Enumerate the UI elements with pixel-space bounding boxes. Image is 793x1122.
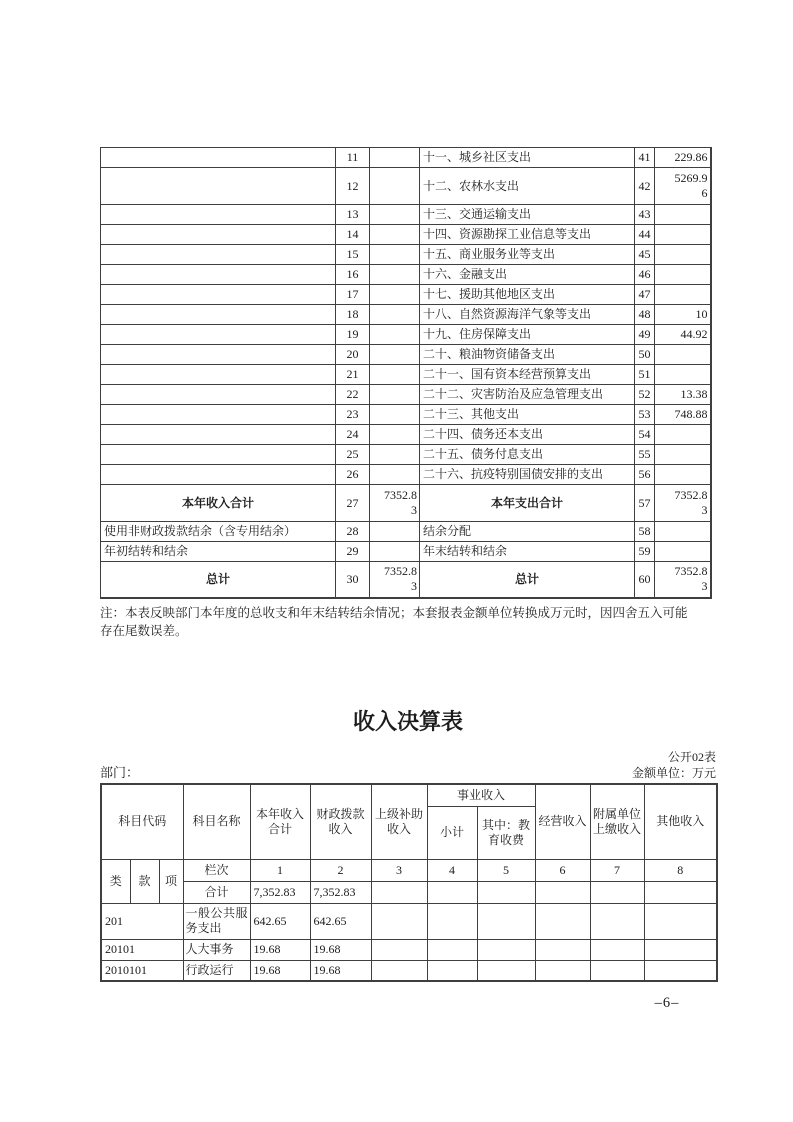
income-amount [370,168,420,205]
amount-cell: 642.65 [250,903,310,939]
header-education-fee: 其中：教育收费 [477,806,535,859]
table-row [101,365,711,385]
table-row [101,148,711,168]
expenditure-amount [655,465,711,485]
income-amount [370,385,420,405]
expenditure-amount [655,245,711,265]
row-number: 18 [336,305,370,325]
income-item-label [101,465,336,485]
column-number: 6 [535,859,590,881]
expenditure-item-label: 十九、住房保障支出 [420,325,635,345]
expenditure-amount [655,542,711,562]
expenditure-amount: 10 [655,305,711,325]
income-amount [370,465,420,485]
income-amount [370,205,420,225]
income-amount: 7352.83 [370,485,420,522]
income-item-label [101,405,336,425]
subject-name-cell: 一般公共服务支出 [183,903,250,939]
expenditure-amount [655,265,711,285]
income-amount [370,325,420,345]
row-number: 53 [635,405,655,425]
column-number: 4 [427,859,477,881]
row-number: 42 [635,168,655,205]
amount-cell [371,881,427,903]
row-number: 26 [336,465,370,485]
amount-cell [371,960,427,981]
income-breakdown-table [100,783,718,982]
amount-cell [371,903,427,939]
row-number: 12 [336,168,370,205]
expenditure-item-label: 二十三、其他支出 [420,405,635,425]
amount-cell [477,939,535,960]
subject-name-cell: 人大事务 [183,939,250,960]
expenditure-amount [655,365,711,385]
table-row [101,385,711,405]
subject-name-cell: 行政运行 [183,960,250,981]
row-number: 16 [336,265,370,285]
expenditure-item-label: 二十四、债务还本支出 [420,425,635,445]
row-number: 30 [336,562,370,598]
header-superior-subsidy: 上级补助收入 [371,784,427,859]
expenditure-amount: 748.88 [655,405,711,425]
income-item-label [101,245,336,265]
amount-cell [427,881,477,903]
expenditure-item-label: 二十五、债务付息支出 [420,445,635,465]
row-number: 21 [336,365,370,385]
unit-label: 金额单位：万元 [631,766,716,780]
income-amount [370,542,420,562]
row-number: 45 [635,245,655,265]
amount-cell [427,960,477,981]
row-number: 60 [635,562,655,598]
row-number: 15 [336,245,370,265]
row-number: 25 [336,445,370,465]
row-number: 14 [336,225,370,245]
amount-cell [535,960,590,981]
expenditure-amount: 44.92 [655,325,711,345]
income-item-label [101,445,336,465]
table-row [101,522,711,542]
expenditure-item-label: 十一、城乡社区支出 [420,148,635,168]
header-business-subtotal: 小计 [427,806,477,859]
expenditure-item-label: 十五、商业服务业等支出 [420,245,635,265]
header-code-section: 款 [130,859,159,903]
data-row [101,960,717,981]
table-row-total-current-year [101,485,711,522]
table-row [101,225,711,245]
row-number: 46 [635,265,655,285]
column-number: 5 [477,859,535,881]
income-item-label [101,345,336,365]
expenditure-item-label: 二十一、国有资本经营预算支出 [420,365,635,385]
table-row [101,285,711,305]
expenditure-amount [655,522,711,542]
amount-cell [590,881,644,903]
row-number: 51 [635,365,655,385]
income-item-label [101,385,336,405]
subject-code-cell: 201 [101,903,183,939]
amount-cell [477,903,535,939]
column-index-row [101,859,717,881]
income-item-label [101,225,336,245]
expenditure-amount [655,345,711,365]
income-amount [370,445,420,465]
income-item-label [101,205,336,225]
row-number: 13 [336,205,370,225]
row-number: 52 [635,385,655,405]
data-row [101,903,717,939]
amount-cell [477,960,535,981]
table-row [101,325,711,345]
table-row [101,205,711,225]
expenditure-amount [655,225,711,245]
row-number: 57 [635,485,655,522]
income-amount [370,405,420,425]
income-amount [370,365,420,385]
income-item-label [101,265,336,285]
income-amount [370,285,420,305]
expenditure-amount: 7352.83 [655,562,711,598]
form-code-label: 公开02表 [667,750,716,764]
amount-cell [535,881,590,903]
row-number: 59 [635,542,655,562]
header-business-income-group: 事业收入 [427,784,535,806]
table-note [100,604,718,640]
row-number: 22 [336,385,370,405]
expenditure-amount: 7352.83 [655,485,711,522]
row-number: 27 [336,485,370,522]
row-number: 23 [336,405,370,425]
column-number: 8 [644,859,717,881]
expenditure-item-label: 二十六、抗疫特别国债安排的支出 [420,465,635,485]
expenditure-amount [655,205,711,225]
data-row [101,939,717,960]
table-row [101,168,711,205]
table-row [101,345,711,365]
table-row [101,305,711,325]
amount-cell [477,881,535,903]
header-subject-name: 科目名称 [183,784,250,859]
expenditure-item-label: 十七、援助其他地区支出 [420,285,635,305]
row-number: 56 [635,465,655,485]
row-number: 11 [336,148,370,168]
header-fiscal-appropriation: 财政拨款收入 [310,784,371,859]
income-amount [370,265,420,285]
header-code-item: 项 [159,859,183,903]
row-number: 19 [336,325,370,345]
row-number: 44 [635,225,655,245]
header-code-class: 类 [101,859,130,903]
amount-cell [427,939,477,960]
column-number: 3 [371,859,427,881]
row-number: 41 [635,148,655,168]
expenditure-item-label: 结余分配 [420,522,635,542]
department-label: 部门： [100,765,140,780]
income-item-label [101,148,336,168]
row-number: 17 [336,285,370,305]
row-name: 合计 [183,881,250,903]
row-number: 55 [635,445,655,465]
expenditure-item-label: 十二、农林水支出 [420,168,635,205]
column-number: 2 [310,859,371,881]
income-item-label: 年初结转和结余 [101,542,336,562]
income-statement-title: 收入决算表 [352,709,463,734]
row-number: 54 [635,425,655,445]
table-row [101,445,711,465]
expenditure-total-label: 本年支出合计 [420,485,635,522]
amount-cell: 7,352.83 [310,881,371,903]
amount-cell: 19.68 [250,939,310,960]
expenditure-item-label: 十八、自然资源海洋气象等支出 [420,305,635,325]
table-row [101,465,711,485]
table-note-line: 存在尾数误差。 [100,624,188,638]
income-amount [370,522,420,542]
expenditure-item-label: 二十、粮油物资储备支出 [420,345,635,365]
amount-cell: 7,352.83 [250,881,310,903]
table-note-line: 注：本表反映部门本年度的总收支和年末结转结余情况；本套报表金额单位转换成万元时，因四舍五入可能 [100,606,688,620]
header-affiliated-income: 附属单位上缴收入 [590,784,644,859]
amount-cell [644,881,717,903]
amount-cell [535,903,590,939]
subject-code-cell: 20101 [101,939,183,960]
expenditure-item-label: 十三、交通运输支出 [420,205,635,225]
subject-code-cell: 2010101 [101,960,183,981]
income-item-label [101,285,336,305]
income-item-label [101,425,336,445]
amount-cell: 642.65 [310,903,371,939]
income-item-label [101,305,336,325]
amount-cell [535,939,590,960]
expenditure-amount [655,445,711,465]
expenditure-item-label: 十六、金融支出 [420,265,635,285]
column-index-label: 栏次 [183,859,250,881]
income-amount [370,245,420,265]
expenditure-item-label: 二十二、灾害防治及应急管理支出 [420,385,635,405]
table-row [101,245,711,265]
table-row [101,542,711,562]
row-number: 47 [635,285,655,305]
header-operating-income: 经营收入 [535,784,590,859]
table-row [101,265,711,285]
header-total-income: 本年收入合计 [250,784,310,859]
row-number: 43 [635,205,655,225]
table-row [101,405,711,425]
row-number: 50 [635,345,655,365]
column-number: 7 [590,859,644,881]
income-amount [370,305,420,325]
table-row [101,425,711,445]
amount-cell [644,960,717,981]
row-number: 49 [635,325,655,345]
amount-cell: 19.68 [310,960,371,981]
row-number: 28 [336,522,370,542]
income-item-label [101,168,336,205]
income-amount: 7352.83 [370,562,420,598]
amount-cell: 19.68 [250,960,310,981]
income-item-label: 使用非财政拨款结余（含专用结余） [101,522,336,542]
amount-cell [590,960,644,981]
expenditure-amount [655,285,711,305]
expenditure-item-label: 年末结转和结余 [420,542,635,562]
income-amount [370,148,420,168]
income-amount [370,225,420,245]
header-row [101,784,717,806]
amount-cell [371,939,427,960]
column-number: 1 [250,859,310,881]
expenditure-amount: 229.86 [655,148,711,168]
expenditure-amount: 13.38 [655,385,711,405]
amount-cell [644,903,717,939]
page-number: –6– [654,995,680,1011]
income-item-label [101,325,336,345]
table-row-grand-total [101,562,711,598]
grand-total-label: 总计 [420,562,635,598]
amount-cell [427,903,477,939]
income-amount [370,345,420,365]
total-row [101,881,717,903]
grand-total-label: 总计 [101,562,336,598]
amount-cell [590,939,644,960]
income-total-label: 本年收入合计 [101,485,336,522]
header-other-income: 其他收入 [644,784,717,859]
amount-cell [644,939,717,960]
header-subject-code: 科目代码 [101,784,183,859]
row-number: 24 [336,425,370,445]
income-item-label [101,365,336,385]
expenditure-amount [655,425,711,445]
row-number: 48 [635,305,655,325]
amount-cell [590,903,644,939]
expenditure-amount: 5269.96 [655,168,711,205]
row-number: 29 [336,542,370,562]
row-number: 58 [635,522,655,542]
amount-cell: 19.68 [310,939,371,960]
expenditure-item-label: 十四、资源勘探工业信息等支出 [420,225,635,245]
row-number: 20 [336,345,370,365]
final-accounts-summary-table [100,147,712,599]
income-amount [370,425,420,445]
